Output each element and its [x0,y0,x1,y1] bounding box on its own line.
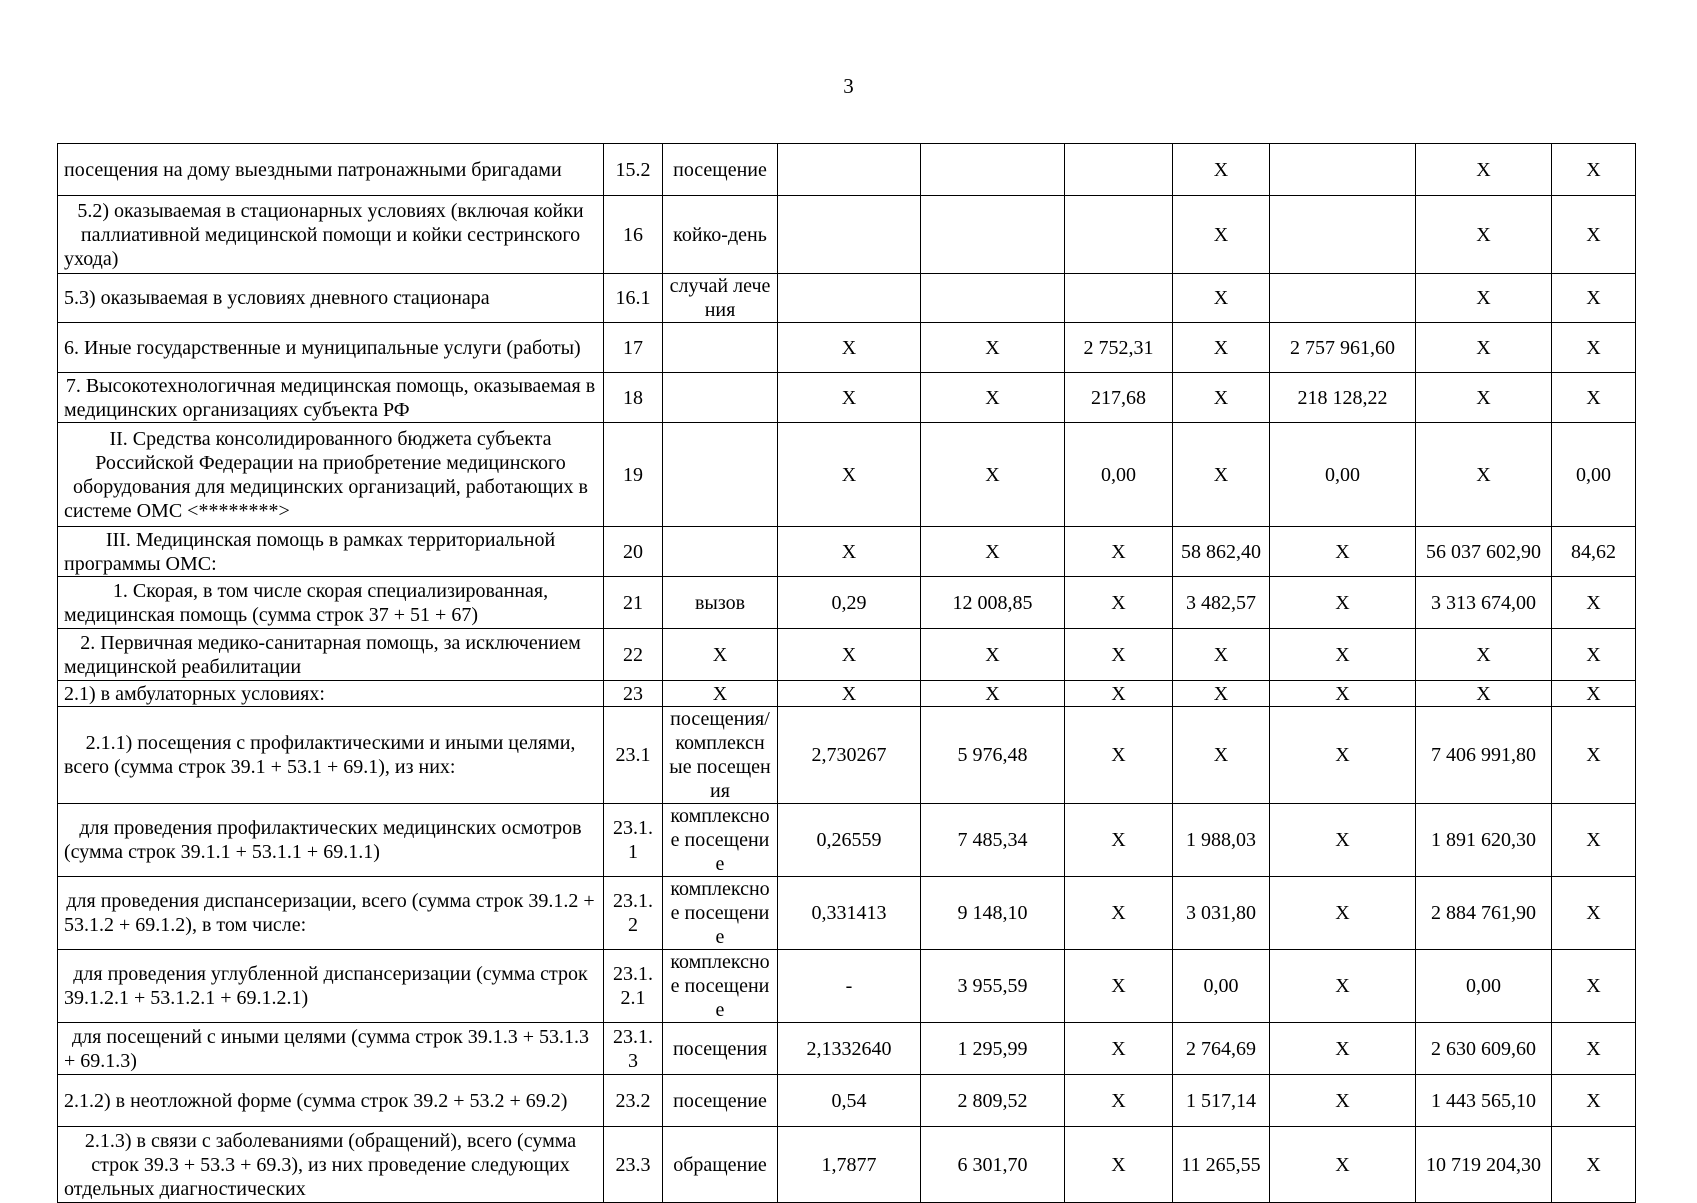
cell-budget-per-capita: Х [1065,1023,1173,1075]
cell-share-percent: Х [1552,373,1636,423]
table-row [58,1127,1636,1203]
cell-budget-per-capita: 2 752,31 [1065,323,1173,373]
cell-row-code: 15.2 [604,144,663,196]
cell-oms-total: 10 719 204,30 [1416,1127,1552,1203]
cell-unit: Х [663,681,778,707]
cell-oms-total: 0,00 [1416,950,1552,1023]
cell-budget-total: 218 128,22 [1270,373,1416,423]
cell-share-percent: Х [1552,196,1636,274]
cell-budget-total: Х [1270,877,1416,950]
cell-oms-per-capita: Х [1173,144,1270,196]
cell-budget-total: Х [1270,1075,1416,1127]
cell-share-percent: Х [1552,1127,1636,1203]
cell-unit [663,323,778,373]
cell-oms-total: 56 037 602,90 [1416,527,1552,577]
cell-oms-per-capita: 1 988,03 [1173,804,1270,877]
cell-oms-per-capita: 11 265,55 [1173,1127,1270,1203]
cell-row-code: 16.1 [604,274,663,323]
cell-share-percent: Х [1552,274,1636,323]
cell-oms-per-capita: 58 862,40 [1173,527,1270,577]
cell-cost-per-unit: 2 809,52 [921,1075,1065,1127]
table-row [58,681,1636,707]
table-row [58,196,1636,274]
cell-row-code: 16 [604,196,663,274]
cell-standard-volume: 1,7877 [778,1127,921,1203]
cell-share-percent: Х [1552,323,1636,373]
cell-budget-per-capita: Х [1065,527,1173,577]
cell-standard-volume: Х [778,681,921,707]
cell-oms-per-capita: 1 517,14 [1173,1075,1270,1127]
cell-row-code: 17 [604,323,663,373]
cell-budget-per-capita: Х [1065,1127,1173,1203]
table-row [58,804,1636,877]
cell-budget-per-capita: Х [1065,577,1173,629]
cell-row-name: 5.3) оказываемая в условиях дневного стационара [58,274,604,323]
cell-cost-per-unit: 7 485,34 [921,804,1065,877]
table-row [58,144,1636,196]
cell-row-name: 2.1.3) в связи с заболеваниями (обращений), всего (сумма строк 39.3 + 53.3 + 69.3), из них проведение следующих отдельных диагностических [58,1127,604,1203]
cell-unit: комплексное посещение [663,804,778,877]
cell-standard-volume: - [778,950,921,1023]
cell-row-name: посещения на дому выездными патронажными бригадами [58,144,604,196]
cell-row-code: 23.3 [604,1127,663,1203]
cell-budget-per-capita [1065,196,1173,274]
cell-oms-total: 3 313 674,00 [1416,577,1552,629]
cell-unit: посещение [663,144,778,196]
budget-table [57,143,1636,1203]
cell-row-code: 22 [604,629,663,681]
cell-oms-per-capita: 3 031,80 [1173,877,1270,950]
cell-cost-per-unit: 5 976,48 [921,707,1065,804]
cell-budget-per-capita: Х [1065,681,1173,707]
cell-standard-volume: Х [778,527,921,577]
cell-oms-total: Х [1416,373,1552,423]
table-row [58,1075,1636,1127]
cell-cost-per-unit: 12 008,85 [921,577,1065,629]
cell-budget-per-capita: Х [1065,629,1173,681]
cell-row-code: 21 [604,577,663,629]
cell-cost-per-unit [921,274,1065,323]
cell-budget-total: Х [1270,950,1416,1023]
cell-standard-volume [778,196,921,274]
cell-oms-per-capita: Х [1173,274,1270,323]
cell-share-percent: Х [1552,877,1636,950]
cell-row-name: 2.1.2) в неотложной форме (сумма строк 39.2 + 53.2 + 69.2) [58,1075,604,1127]
cell-budget-total: Х [1270,629,1416,681]
cell-unit: койко-день [663,196,778,274]
cell-standard-volume: Х [778,423,921,527]
cell-share-percent: Х [1552,629,1636,681]
cell-row-code: 23.1.1 [604,804,663,877]
cell-share-percent: Х [1552,577,1636,629]
cell-row-code: 19 [604,423,663,527]
cell-oms-per-capita: Х [1173,423,1270,527]
cell-oms-total: 2 630 609,60 [1416,1023,1552,1075]
cell-unit: случай лечения [663,274,778,323]
cell-oms-per-capita: Х [1173,196,1270,274]
cell-unit: Х [663,629,778,681]
cell-row-name: для проведения профилактических медицинских осмотров (сумма строк 39.1.1 + 53.1.1 + 69.1.1) [58,804,604,877]
cell-budget-total: Х [1270,1023,1416,1075]
cell-unit [663,373,778,423]
cell-cost-per-unit: Х [921,629,1065,681]
cell-budget-total [1270,274,1416,323]
cell-budget-total [1270,196,1416,274]
cell-oms-total: Х [1416,274,1552,323]
table-row [58,1023,1636,1075]
cell-cost-per-unit [921,196,1065,274]
cell-budget-per-capita: Х [1065,1075,1173,1127]
cell-cost-per-unit: 6 301,70 [921,1127,1065,1203]
cell-oms-per-capita: Х [1173,373,1270,423]
cell-share-percent: Х [1552,144,1636,196]
cell-standard-volume: 0,26559 [778,804,921,877]
cell-cost-per-unit: Х [921,423,1065,527]
table-row [58,274,1636,323]
table-row [58,527,1636,577]
cell-share-percent: 84,62 [1552,527,1636,577]
table-row [58,323,1636,373]
cell-oms-total: 7 406 991,80 [1416,707,1552,804]
cell-unit: комплексное посещение [663,877,778,950]
cell-row-code: 20 [604,527,663,577]
cell-share-percent: Х [1552,1023,1636,1075]
table-row [58,877,1636,950]
cell-row-code: 23.1 [604,707,663,804]
cell-row-name: для проведения углубленной диспансеризации (сумма строк 39.1.2.1 + 53.1.2.1 + 69.1.2.1) [58,950,604,1023]
cell-cost-per-unit: Х [921,323,1065,373]
cell-share-percent: Х [1552,804,1636,877]
cell-oms-total: Х [1416,423,1552,527]
cell-budget-per-capita: Х [1065,950,1173,1023]
cell-budget-per-capita: Х [1065,877,1173,950]
cell-standard-volume: 0,29 [778,577,921,629]
cell-cost-per-unit: 1 295,99 [921,1023,1065,1075]
cell-oms-per-capita: Х [1173,707,1270,804]
cell-oms-total: Х [1416,144,1552,196]
cell-budget-per-capita: 0,00 [1065,423,1173,527]
cell-unit: посещения [663,1023,778,1075]
cell-row-name: 6. Иные государственные и муниципальные услуги (работы) [58,323,604,373]
cell-standard-volume [778,274,921,323]
table-row [58,950,1636,1023]
table-row [58,629,1636,681]
cell-standard-volume: 0,331413 [778,877,921,950]
table-row [58,373,1636,423]
cell-standard-volume: Х [778,323,921,373]
cell-cost-per-unit [921,144,1065,196]
cell-budget-total: Х [1270,1127,1416,1203]
table-row [58,423,1636,527]
cell-oms-total: Х [1416,629,1552,681]
cell-cost-per-unit: 3 955,59 [921,950,1065,1023]
cell-budget-total: 0,00 [1270,423,1416,527]
cell-row-code: 23 [604,681,663,707]
cell-unit: посещения/комплексные посещения [663,707,778,804]
cell-standard-volume: 2,1332640 [778,1023,921,1075]
cell-unit [663,423,778,527]
cell-share-percent: 0,00 [1552,423,1636,527]
cell-unit [663,527,778,577]
cell-cost-per-unit: 9 148,10 [921,877,1065,950]
cell-budget-per-capita: 217,68 [1065,373,1173,423]
cell-standard-volume: 2,730267 [778,707,921,804]
cell-oms-per-capita: 0,00 [1173,950,1270,1023]
cell-standard-volume: 0,54 [778,1075,921,1127]
cell-oms-total: Х [1416,196,1552,274]
cell-oms-per-capita: Х [1173,323,1270,373]
cell-standard-volume: Х [778,373,921,423]
cell-cost-per-unit: Х [921,373,1065,423]
cell-oms-total: 1 891 620,30 [1416,804,1552,877]
cell-row-code: 23.1.2.1 [604,950,663,1023]
cell-budget-per-capita: Х [1065,804,1173,877]
cell-row-name: для посещений с иными целями (сумма строк 39.1.3 + 53.1.3 + 69.1.3) [58,1023,604,1075]
cell-unit: посещение [663,1075,778,1127]
cell-share-percent: Х [1552,707,1636,804]
cell-oms-per-capita: Х [1173,629,1270,681]
cell-row-name: для проведения диспансеризации, всего (сумма строк 39.1.2 + 53.1.2 + 69.1.2), в том числе: [58,877,604,950]
cell-budget-total: 2 757 961,60 [1270,323,1416,373]
cell-budget-total: Х [1270,681,1416,707]
cell-oms-total: 2 884 761,90 [1416,877,1552,950]
cell-row-name: 5.2) оказываемая в стационарных условиях (включая койки паллиативной медицинской помощи и койки сестринского ухода) [58,196,604,274]
cell-row-name: 2.1.1) посещения с профилактическими и иными целями, всего (сумма строк 39.1 + 53.1 + 69.1), из них: [58,707,604,804]
page-number: 3 [843,74,854,98]
cell-budget-per-capita [1065,144,1173,196]
table-row [58,577,1636,629]
cell-oms-per-capita: 3 482,57 [1173,577,1270,629]
cell-oms-total: Х [1416,681,1552,707]
cell-row-name: 7. Высокотехнологичная медицинская помощь, оказываемая в медицинских организациях субъекта РФ [58,373,604,423]
table-row [58,707,1636,804]
cell-row-name: 2. Первичная медико-санитарная помощь, за исключением медицинской реабилитации [58,629,604,681]
cell-row-name: II. Средства консолидированного бюджета субъекта Российской Федерации на приобретение медицинского оборудования для медицинских организаций, работающих в системе ОМС <********> [58,423,604,527]
cell-row-name: III. Медицинская помощь в рамках территориальной программы ОМС: [58,527,604,577]
cell-oms-total: 1 443 565,10 [1416,1075,1552,1127]
cell-share-percent: Х [1552,950,1636,1023]
cell-budget-total: Х [1270,577,1416,629]
cell-budget-per-capita: Х [1065,707,1173,804]
cell-budget-per-capita [1065,274,1173,323]
cell-budget-total [1270,144,1416,196]
cell-row-name: 1. Скорая, в том числе скорая специализированная, медицинская помощь (сумма строк 37 + 51 + 67) [58,577,604,629]
cell-cost-per-unit: Х [921,681,1065,707]
cell-budget-total: Х [1270,527,1416,577]
cell-standard-volume [778,144,921,196]
cell-share-percent: Х [1552,1075,1636,1127]
cell-oms-per-capita: Х [1173,681,1270,707]
cell-standard-volume: Х [778,629,921,681]
cell-row-code: 23.1.3 [604,1023,663,1075]
cell-row-code: 23.2 [604,1075,663,1127]
cell-budget-total: Х [1270,707,1416,804]
cell-share-percent: Х [1552,681,1636,707]
cell-unit: вызов [663,577,778,629]
cell-row-name: 2.1) в амбулаторных условиях: [58,681,604,707]
cell-row-code: 23.1.2 [604,877,663,950]
cell-cost-per-unit: Х [921,527,1065,577]
cell-oms-per-capita: 2 764,69 [1173,1023,1270,1075]
cell-unit: обращение [663,1127,778,1203]
cell-row-code: 18 [604,373,663,423]
cell-oms-total: Х [1416,323,1552,373]
cell-unit: комплексное посещение [663,950,778,1023]
cell-budget-total: Х [1270,804,1416,877]
